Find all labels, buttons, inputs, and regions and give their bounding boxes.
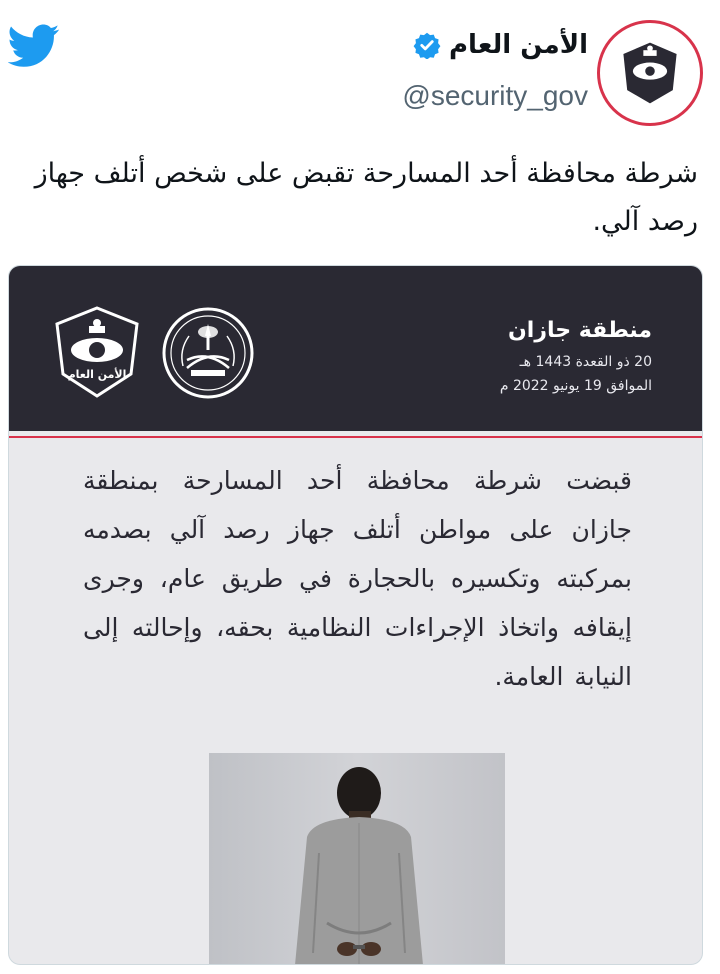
gregorian-date: الموافق 19 يونيو 2022 م [499,378,652,394]
tweet-media-card[interactable] [8,265,703,965]
account-handle[interactable]: @security_gov [402,80,588,111]
card-body-text: قبضت شرطة محافظة أحد المسارحة بمنطقة جازان على مواطن أتلف جهاز رصد آلي بصدمه بمركبته وتكسيره بالحجارة في طريق عام، وجرى إيقافه واتخاذ الإجراءات النظامية بحقه، وإحالته إلى النيابة العامة. [83,466,632,691]
display-name-text: الأمن العام [449,30,588,60]
suspect-photo[interactable] [209,753,505,965]
display-name[interactable] [413,30,588,60]
emblem-label: الأمن العام [67,368,127,381]
region-title: منطقة جازان [508,318,652,343]
profile-avatar[interactable] [597,20,703,126]
police-shield-icon [612,35,688,111]
public-security-emblem-icon [49,304,145,400]
saudi-emblem-icon [161,306,255,400]
header-divider [9,436,702,438]
card-header [9,266,702,431]
hijri-date: 20 ذو القعدة 1443 هـ [519,354,652,370]
tweet-text: شرطة محافظة أحد المسارحة تقبض على شخص أتلف جهاز رصد آلي. [34,158,698,237]
verified-badge-icon [413,31,441,59]
twitter-logo-icon[interactable] [8,24,60,68]
